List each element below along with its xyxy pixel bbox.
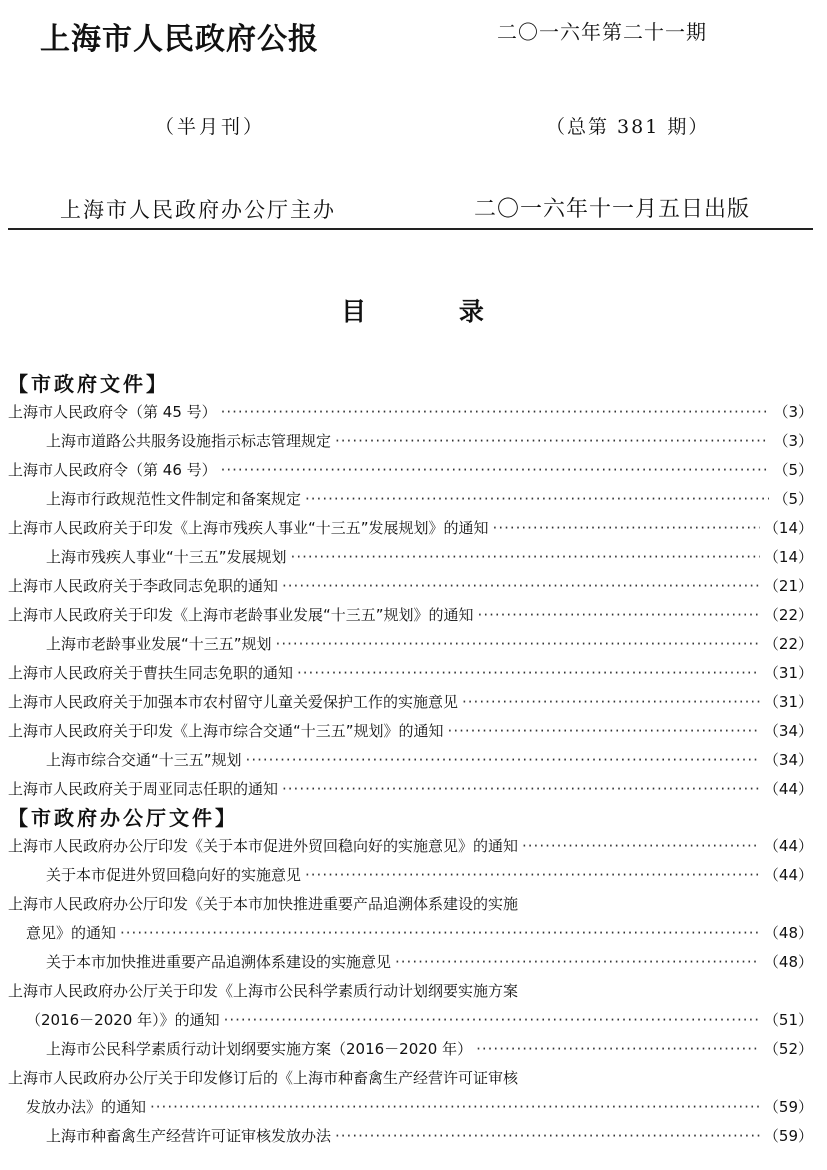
toc-entry-page: （34） xyxy=(763,722,813,740)
toc-entry-title: 上海市人民政府办公厅印发《关于本市促进外贸回稳向好的实施意见》的通知 xyxy=(8,837,519,855)
toc-entry-title: 上海市人民政府办公厅印发《关于本市加快推进重要产品追溯体系建设的实施 xyxy=(8,895,519,913)
leader-dots xyxy=(335,427,769,456)
toc-entry-title: 上海市人民政府关于曹扶生同志免职的通知 xyxy=(8,664,294,682)
toc-entry-title: 发放办法》的通知 xyxy=(26,1098,147,1116)
toc-entry-page: （5） xyxy=(773,461,813,479)
toc-subentry[interactable] xyxy=(8,485,813,514)
toc-entry-title: 上海市人民政府关于周亚同志任职的通知 xyxy=(8,780,279,798)
leader-dots xyxy=(297,659,760,688)
toc-entry-page: （44） xyxy=(763,866,813,884)
toc-entry[interactable] xyxy=(8,1064,813,1093)
toc-entry[interactable] xyxy=(8,456,813,485)
toc-entry-page: （22） xyxy=(763,635,813,653)
toc-entry-page: （44） xyxy=(763,780,813,798)
toc-entry-page: （21） xyxy=(763,577,813,595)
leader-dots xyxy=(221,398,770,427)
toc-entry-page: （3） xyxy=(773,403,813,421)
leader-dots xyxy=(224,1006,760,1035)
toc-entry[interactable] xyxy=(8,659,813,688)
section-heading: 【市政府文件】 xyxy=(8,372,169,396)
toc-subentry[interactable] xyxy=(8,630,813,659)
toc-entry[interactable] xyxy=(8,775,813,804)
toc-entry-title: 上海市道路公共服务设施指示标志管理规定 xyxy=(46,432,332,450)
toc-entry-page: （31） xyxy=(763,693,813,711)
publish-date: 二〇一六年十一月五日出版 xyxy=(474,197,751,222)
toc-entry-page: （14） xyxy=(763,519,813,537)
sponsor: 上海市人民政府办公厅主办 xyxy=(60,198,336,222)
toc-entry[interactable] xyxy=(8,572,813,601)
leader-dots xyxy=(335,1122,760,1151)
leader-dots xyxy=(522,832,760,861)
toc-entry-title: 上海市人民政府令（第 46 号） xyxy=(8,461,217,479)
toc-entry-title: 上海市种畜禽生产经营许可证审核发放办法 xyxy=(46,1127,332,1145)
toc-entry-title: 上海市公民科学素质行动计划纲要实施方案（2016－2020 年） xyxy=(46,1040,473,1058)
toc-subentry[interactable] xyxy=(8,746,813,775)
toc-entry-title: （2016－2020 年）》的通知 xyxy=(26,1011,220,1029)
leader-dots xyxy=(282,775,760,804)
toc-title: 目 录 xyxy=(341,297,486,326)
toc-entry-page: （3） xyxy=(773,432,813,450)
toc-entry-page: （22） xyxy=(763,606,813,624)
toc-entry[interactable] xyxy=(8,717,813,746)
publication-frequency: （半月刊） xyxy=(155,116,266,138)
toc-subentry[interactable] xyxy=(8,1035,813,1064)
toc-entry-page: （59） xyxy=(763,1127,813,1145)
toc-entry[interactable] xyxy=(8,514,813,543)
toc-entry-page: （34） xyxy=(763,751,813,769)
toc-entry-page: （5） xyxy=(773,490,813,508)
gazette-title: 上海市人民政府公报 xyxy=(40,22,319,57)
leader-dots xyxy=(305,861,760,890)
toc-entry-title: 上海市人民政府关于加强本市农村留守儿童关爱保护工作的实施意见 xyxy=(8,693,459,711)
toc-entry-page: （59） xyxy=(763,1098,813,1116)
toc-entry-title: 上海市人民政府令（第 45 号） xyxy=(8,403,217,421)
toc-entry-title: 意见》的通知 xyxy=(26,924,117,942)
toc-entry-title: 上海市人民政府关于印发《上海市残疾人事业“十三五”发展规划》的通知 xyxy=(8,519,489,537)
toc-entry-title: 关于本市促进外贸回稳向好的实施意见 xyxy=(46,866,302,884)
leader-dots xyxy=(478,601,760,630)
toc-entry-page: （51） xyxy=(763,1011,813,1029)
section-heading: 【市政府办公厅文件】 xyxy=(8,806,238,830)
toc-entry-title: 关于本市加快推进重要产品追溯体系建设的实施意见 xyxy=(46,953,392,971)
toc-entry-title: 上海市人民政府办公厅关于印发《上海市公民科学素质行动计划纲要实施方案 xyxy=(8,982,519,1000)
leader-dots xyxy=(246,746,760,775)
toc-subentry[interactable] xyxy=(8,1122,813,1151)
leader-dots xyxy=(305,485,769,514)
leader-dots xyxy=(448,717,760,746)
toc-entry-title: 上海市人民政府办公厅关于印发修订后的《上海市种畜禽生产经营许可证审核 xyxy=(8,1069,519,1087)
toc-entry-title: 上海市残疾人事业“十三五”发展规划 xyxy=(46,548,287,566)
toc-entry-page: （48） xyxy=(763,924,813,942)
leader-dots xyxy=(150,1093,760,1122)
toc-entry[interactable] xyxy=(8,832,813,861)
toc-subentry[interactable] xyxy=(8,543,813,572)
leader-dots xyxy=(120,919,760,948)
toc-subentry[interactable] xyxy=(8,427,813,456)
toc-entry[interactable] xyxy=(8,977,813,1006)
total-issue-number: （总第 381 期） xyxy=(546,116,710,138)
leader-dots xyxy=(395,948,760,977)
toc-entry-title: 上海市综合交通“十三五”规划 xyxy=(46,751,242,769)
leader-dots xyxy=(221,456,770,485)
table-of-contents xyxy=(8,370,813,1151)
toc-entry-title: 上海市老龄事业发展“十三五”规划 xyxy=(46,635,272,653)
toc-entry-page: （31） xyxy=(763,664,813,682)
toc-entry-continuation[interactable] xyxy=(8,919,813,948)
toc-entry[interactable] xyxy=(8,398,813,427)
toc-entry-title: 上海市人民政府关于印发《上海市老龄事业发展“十三五”规划》的通知 xyxy=(8,606,474,624)
leader-dots xyxy=(282,572,760,601)
toc-entry-title: 上海市人民政府关于印发《上海市综合交通“十三五”规划》的通知 xyxy=(8,722,444,740)
leader-dots xyxy=(462,688,760,717)
toc-entry[interactable] xyxy=(8,601,813,630)
leader-dots xyxy=(476,1035,760,1064)
header-divider xyxy=(8,228,813,230)
leader-dots xyxy=(276,630,760,659)
toc-entry-title: 上海市人民政府关于李政同志免职的通知 xyxy=(8,577,279,595)
toc-entry-page: （52） xyxy=(763,1040,813,1058)
toc-subentry[interactable] xyxy=(8,948,813,977)
toc-entry-continuation[interactable] xyxy=(8,1093,813,1122)
toc-entry-page: （44） xyxy=(763,837,813,855)
leader-dots xyxy=(493,514,760,543)
issue-number: 二〇一六年第二十一期 xyxy=(497,20,707,44)
toc-entry-continuation[interactable] xyxy=(8,1006,813,1035)
toc-entry-page: （48） xyxy=(763,953,813,971)
leader-dots xyxy=(291,543,760,572)
toc-subentry[interactable] xyxy=(8,861,813,890)
toc-entry[interactable] xyxy=(8,688,813,717)
toc-entry-page: （14） xyxy=(763,548,813,566)
toc-entry[interactable] xyxy=(8,890,813,919)
toc-entry-title: 上海市行政规范性文件制定和备案规定 xyxy=(46,490,302,508)
